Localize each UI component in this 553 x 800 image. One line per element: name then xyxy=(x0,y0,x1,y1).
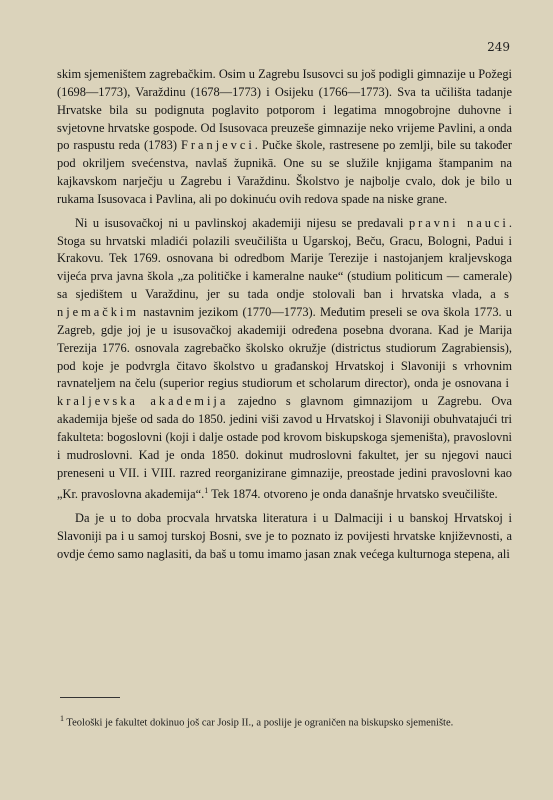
paragraph xyxy=(57,510,512,564)
paragraph xyxy=(57,215,512,505)
text-run: Tek 1874. otvoreno je onda današnje hrvatsko sveučilište. xyxy=(208,487,498,502)
spaced-text: i kraljevska akademija xyxy=(57,376,512,409)
text-run: skim sjemeništem zagrebačkim. Osim u Zagrebu Isusovci su još podigli gimnazije u Požegi (1698—1773), Varaždinu (1678—1773) i Osijeku (1766—1773). Sva ta učilišta tadanje Hrvatske bila su podignuta poglavito potporom i legatima mnogobrojne duhovne i svjetovne hrvatske gospode. Od Isusovaca preuzeše gimnazije neko vrijeme Pavlini, a onda po raspustu reda (1783) xyxy=(57,67,512,153)
spaced-text: Franjevci xyxy=(180,138,255,153)
text-run: Da je u to doba procvala hrvatska literatura i u Dalmaciji i u banskoj Hrvatskoj i Slavoniji pa i u samoj turskoj Bosni, sve je to poznato iz povijesti hrvatske književnosti, a ovdje ćemo samo naglasiti, da baš u tomu imamo jasan znak većega kulturnoga stepena, ali xyxy=(57,511,512,562)
page-number: 249 xyxy=(487,40,510,54)
text-run: zajedno s glavnom gimnazijom u Zagrebu. Ova akademija bješe od sada do 1850. jedini viši zavod u Hrvatskoj i Slavoniji obuhvatajući tri fakulteta: bogoslovni (koji i dalje ostade pod krovom biskupskoga sjemeništa), pravoslovni i mudroslovni. Kad je onda 1850. dokinut mudroslovni fakultet, jer su njegovi nauci preneseni u VII. i VIII. razred reorganizirane gimnazije, preostade jedini pravoslovni kao „Kr. pravoslovna akademija“. xyxy=(57,394,512,502)
footnote-text: Teološki je fakultet dokinuo još car Josip II., a poslije je ograničen na biskupsko sjemenište. xyxy=(64,717,454,729)
text-run: . Stoga su hrvatski mladići polazili sveučilišta u Ugarskoj, Beču, Gracu, Bologni, Padui i Krakovu. Tek 1769. osnovana bi odredbom Marije Terezije i nastojanjem kraljevskoga vijeća prva javna škola „za političke i kameralne nauke“ (studium politicum — camerale) sa sjedištem u Varaždinu, jer su tada ondje stolovali ban i hrvatska vlada, a xyxy=(57,215,512,302)
footnote xyxy=(60,712,515,731)
paragraph xyxy=(57,66,512,209)
text-run: Ni u isusovačkoj ni u pavlinskoj akademiji nijesu se predavali xyxy=(75,215,409,230)
spaced-text: s njemačkim xyxy=(57,287,512,319)
text-run: . Pučke škole, rastresene po zemlji, bile su također pod okriljem svećenstva, navlaš župnikā. One su se služile knjigama štampanim na kajkavskom narječju u Zagrebu i Varaždinu. Školstvo je najbolje cvalo, dok je bilo u rukama Isusovaca i Pavlina, ali po dokinuću ovih redova spade na niske grane. xyxy=(57,138,513,206)
footnote-divider xyxy=(60,697,120,698)
footnote-reference: 1 xyxy=(204,486,209,496)
body-text xyxy=(57,66,512,564)
spaced-text: pravni nauci xyxy=(408,215,509,230)
footnote-mark: 1 xyxy=(60,714,64,723)
text-run: nastavnim jezikom (1770—1773). Međutim preseli se ova škola 1773. u Zagreb, gdje joj je u isusovačkoj akademiji određena posebna dvorana. Kad je Marija Terezija 1776. osnovala zagrebačko školsko okružje (districtus studiorum Zagrabiensis), pod koje je podvrgla čitavo školstvo u građanskoj Hrvatskoj i Slavoniji s vrhovnim ravnateljem na čelu (superior regius studiorum et scholarum director), onda je osnovana xyxy=(57,304,512,391)
